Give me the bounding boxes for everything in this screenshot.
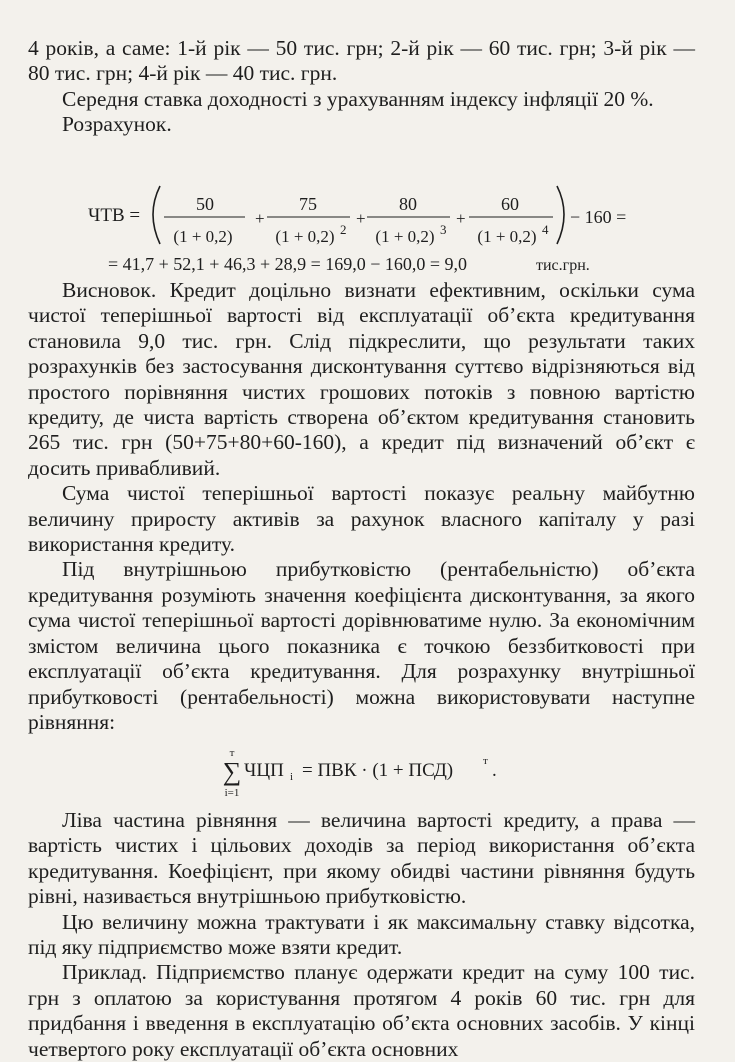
paragraph: 4 років, а саме: 1-й рік — 50 тис. грн; 2-й рік — 60 тис. грн; 3-й рік — 80 тис. грн; 4-й рік — 40 тис. грн. [28, 36, 695, 86]
paragraph: Під внутрішньою прибутковістю (рентабельністю) об’єкта кредитування розуміють значення коефіцієнта дисконтування, за якого сума чистої теперішньої вартості дорівнюватиме нулю. За економічним змістом величина цього показника є точкою беззбитковості при експлуатації об’єкта кредитування. Для розрахунку внутрішньої прибутковості (рентабельності) можна використовувати наступне рівняння: [28, 557, 695, 734]
irr-formula-svg [0, 742, 735, 802]
plus-sign: + [255, 209, 265, 228]
sum-lower: i=1 [224, 787, 240, 799]
paragraph: Середня ставка доходності з урахуванням індексу інфляції 20 %. [62, 86, 654, 111]
npv-formula [0, 178, 735, 278]
paragraph: Сума чистої теперішньої вартості показує реальну майбутню величину приросту активів за рахунок власного капіталу у разі використання кредиту. [28, 481, 695, 557]
denominator: (1 + 0,2) [477, 227, 537, 246]
exponent: 2 [340, 222, 347, 237]
npv-formula-svg [0, 178, 735, 278]
sum-sign: ∑ [222, 757, 242, 786]
middle-text-block [28, 278, 695, 735]
paragraph: Розрахунок. [62, 112, 172, 137]
plus-sign: + [356, 209, 366, 228]
numerator: 50 [196, 194, 214, 214]
irr-term: ЧЦП [244, 760, 284, 781]
irr-rhs: = ПВК · (1 + ПСД) [302, 760, 454, 781]
top-text-block [28, 36, 695, 138]
irr-sub: i [290, 771, 294, 783]
irr-formula [0, 742, 735, 802]
irr-exp: т [483, 755, 488, 767]
irr-end: . [492, 760, 497, 781]
formula-minus: − 160 = [570, 207, 627, 227]
exponent: 4 [542, 222, 549, 237]
paragraph: Висновок. Кредит доцільно визнати ефективним, оскільки сума чистої теперішньої вартості від експлуатації об’єкта кредитування становила 9,0 тис. грн. Слід підкреслити, що результати таких розрахунків без застосування дисконтування суттєво відрізняються від простого порівняння чистих грошових потоків з повною вартістю кредиту, де чиста вартість створена об’єктом кредитування становить 265 тис. грн (50+75+80+60-160), а кредит під визначений об’єкт є досить привабливий. [28, 278, 695, 480]
exponent: 3 [440, 222, 447, 237]
denominator: (1 + 0,2) [173, 227, 233, 246]
formula-lhs: ЧТВ = [88, 205, 141, 226]
denominator: (1 + 0,2) [275, 227, 335, 246]
paren-right [557, 186, 564, 244]
numerator: 80 [399, 194, 417, 214]
sum-upper: т [229, 747, 235, 759]
paren-left [153, 186, 160, 244]
paragraph: Ліва частина рівняння — величина вартості кредиту, а права — вартість чистих і цільових доходів за період використання об’єкта кредитування. Коефіцієнт, при якому обидві частини рівняння будуть рівні, називається внутрішньою прибутковістю. [28, 808, 695, 909]
plus-sign: + [456, 209, 466, 228]
numerator: 75 [299, 194, 317, 214]
formula-unit: тис.грн. [536, 257, 590, 274]
paragraph: Приклад. Підприємство планує одержати кредит на суму 100 тис. грн з оплатою за користування протягом 4 років 60 тис. грн для придбання і введення в експлуатацію об’єкта основних засобів. У кінці четвертого року експлуатації об’єкта основних [28, 960, 695, 1061]
formula-line2: = 41,7 + 52,1 + 46,3 + 28,9 = 169,0 − 160,0 = 9,0 [108, 254, 468, 274]
numerator: 60 [501, 194, 519, 214]
bottom-text-block [28, 808, 695, 1062]
denominator: (1 + 0,2) [375, 227, 435, 246]
paragraph: Цю величину можна трактувати і як максимальну ставку відсотка, під яку підприємство може взяти кредит. [28, 909, 695, 960]
